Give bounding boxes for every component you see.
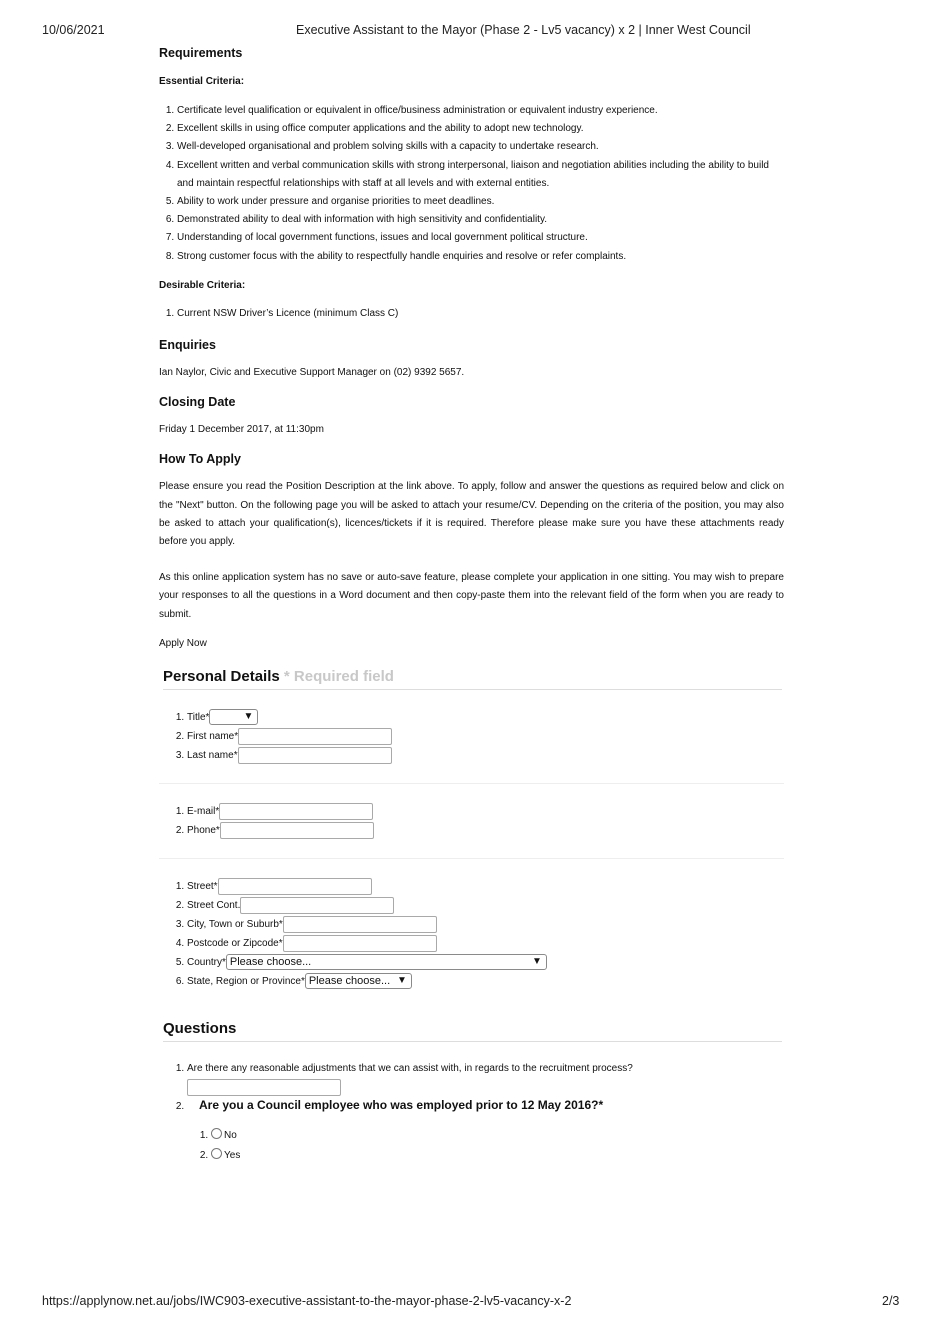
question-1-label: 1. Are there any reasonable adjustments that we can assist with, in regards to the recruitment process?: [187, 1063, 633, 1075]
first-name-label: First name*: [187, 731, 239, 743]
postcode-input[interactable]: [283, 935, 437, 952]
list-item: 6. Demonstrated ability to deal with information with high sensitivity and confidentiality.: [177, 211, 784, 229]
state-label: State, Region or Province*: [187, 976, 305, 988]
state-select-value: Please choose...: [308, 975, 391, 988]
street-cont-row: [187, 896, 784, 915]
chevron-down-icon: ▼: [532, 956, 542, 968]
section-divider: [159, 858, 784, 859]
street-cont-label: Street Cont.: [187, 900, 241, 912]
email-input[interactable]: [219, 803, 373, 820]
list-item: 5. Ability to work under pressure and organise priorities to meet deadlines.: [177, 193, 784, 211]
country-row: [187, 953, 784, 972]
title-select[interactable]: [209, 709, 258, 725]
closing-date-heading: Closing Date: [159, 395, 236, 410]
essential-criteria-list: [159, 102, 784, 266]
print-date: 10/06/2021: [42, 23, 105, 37]
question-2: [187, 1096, 784, 1116]
address-fields: [159, 877, 784, 991]
question-2-label: Are you a Council employee who was employed prior to 12 May 2016?*: [199, 1098, 604, 1113]
questions-heading: [163, 1020, 782, 1042]
desirable-criteria-list: [159, 305, 784, 323]
chevron-down-icon: ▼: [396, 975, 407, 987]
question-1: [187, 1059, 784, 1097]
requirements-heading: Requirements: [159, 46, 243, 60]
chevron-down-icon: ▼: [243, 711, 254, 723]
question-2-options: [159, 1126, 784, 1166]
street-label: Street*: [187, 881, 218, 893]
list-item: 3. Well-developed organisational and problem solving skills with a capacity to undertake research.: [177, 138, 784, 156]
title-row: [187, 708, 784, 727]
phone-label: Phone*: [187, 825, 220, 837]
how-to-apply-paragraph: As this online application system has no save or auto-save feature, please complete your application in one sitting. You may wish to prepare your responses to all the questions in a Word document and then copy-paste them into the relevant field of the form when you are ready to submit.: [159, 572, 784, 620]
list-item: 2. Excellent skills in using office computer applications and the ability to adopt new technology.: [177, 120, 784, 138]
postcode-row: [187, 934, 784, 953]
list-item: 4. Excellent written and verbal communication skills with strong interpersonal, liaison and negotiation abilities including the ability to build and maintain respectful relationships with staff at all levels and with external entities.: [177, 157, 784, 193]
phone-input[interactable]: [220, 822, 374, 839]
name-fields: [159, 708, 784, 765]
first-name-input[interactable]: [238, 728, 392, 745]
state-select[interactable]: [305, 973, 412, 989]
option-no[interactable]: [211, 1126, 784, 1146]
country-label: Country*: [187, 957, 226, 969]
questions-list: [159, 1059, 784, 1116]
phone-row: [187, 821, 784, 840]
street-row: [187, 877, 784, 896]
city-row: [187, 915, 784, 934]
street-cont-input[interactable]: [240, 897, 394, 914]
enquiries-heading: Enquiries: [159, 338, 216, 353]
list-item: 7. Understanding of local government functions, issues and local government political structure.: [177, 229, 784, 247]
postcode-label: Postcode or Zipcode*: [187, 938, 283, 950]
list-item: 8. Strong customer focus with the ability to respectfully handle enquiries and resolve or refer complaints.: [177, 248, 784, 266]
radio-button[interactable]: [211, 1148, 222, 1159]
country-select-value: Please choose...: [229, 956, 312, 969]
state-row: [187, 972, 784, 991]
email-label: E-mail*: [187, 806, 220, 818]
radio-button[interactable]: [211, 1128, 222, 1139]
how-to-apply-paragraph: Please ensure you read the Position Description at the link above. To apply, follow and answer the questions as required below and click on the "Next" button. On the following page you will be asked to attach your resume/CV. Depending on the criteria of the position, you may also be asked to attach your qualification(s), licences/tickets if it is required. Therefore please make sure you have these attachments ready before you apply.: [159, 481, 784, 548]
email-row: [187, 802, 784, 821]
print-page-title: Executive Assistant to the Mayor (Phase 2 - Lv5 vacancy) x 2 | Inner West Council: [296, 23, 751, 37]
list-item: 1. Current NSW Driver’s Licence (minimum Class C): [177, 305, 784, 323]
desirable-criteria-heading: Desirable Criteria:: [159, 279, 246, 291]
last-name-label: Last name*: [187, 750, 238, 762]
page-url: https://applynow.net.au/jobs/IWC903-executive-assistant-to-the-mayor-phase-2-lv5-vacancy-x-2: [42, 1294, 572, 1308]
page-number: 2/3: [882, 1294, 900, 1308]
city-label: City, Town or Suburb*: [187, 919, 283, 931]
contact-fields: [159, 802, 784, 840]
personal-details-title: Personal Details: [163, 668, 280, 686]
question-1-input[interactable]: [187, 1079, 341, 1096]
option-label: Yes: [224, 1150, 241, 1162]
country-select[interactable]: [226, 954, 547, 970]
list-item: 1. Certificate level qualification or equivalent in office/business administration or equivalent industry experience.: [177, 102, 784, 120]
how-to-apply-heading: How To Apply: [159, 452, 241, 467]
questions-title: Questions: [163, 1020, 237, 1038]
section-divider: [159, 783, 784, 784]
last-name-row: [187, 746, 784, 765]
street-input[interactable]: [218, 878, 372, 895]
required-field-note: * Required field: [283, 668, 394, 686]
option-label: No: [224, 1130, 237, 1142]
enquiries-text: Ian Naylor, Civic and Executive Support Manager on (02) 9392 5657.: [159, 367, 465, 379]
apply-now-link[interactable]: Apply Now: [159, 637, 207, 649]
essential-criteria-heading: Essential Criteria:: [159, 76, 245, 87]
job-content: [159, 46, 784, 1166]
option-yes[interactable]: [211, 1146, 784, 1166]
closing-date-text: Friday 1 December 2017, at 11:30pm: [159, 424, 324, 436]
title-label: Title*: [187, 712, 210, 724]
personal-details-heading: [163, 668, 782, 690]
city-input[interactable]: [283, 916, 437, 933]
first-name-row: [187, 727, 784, 746]
last-name-input[interactable]: [238, 747, 392, 764]
